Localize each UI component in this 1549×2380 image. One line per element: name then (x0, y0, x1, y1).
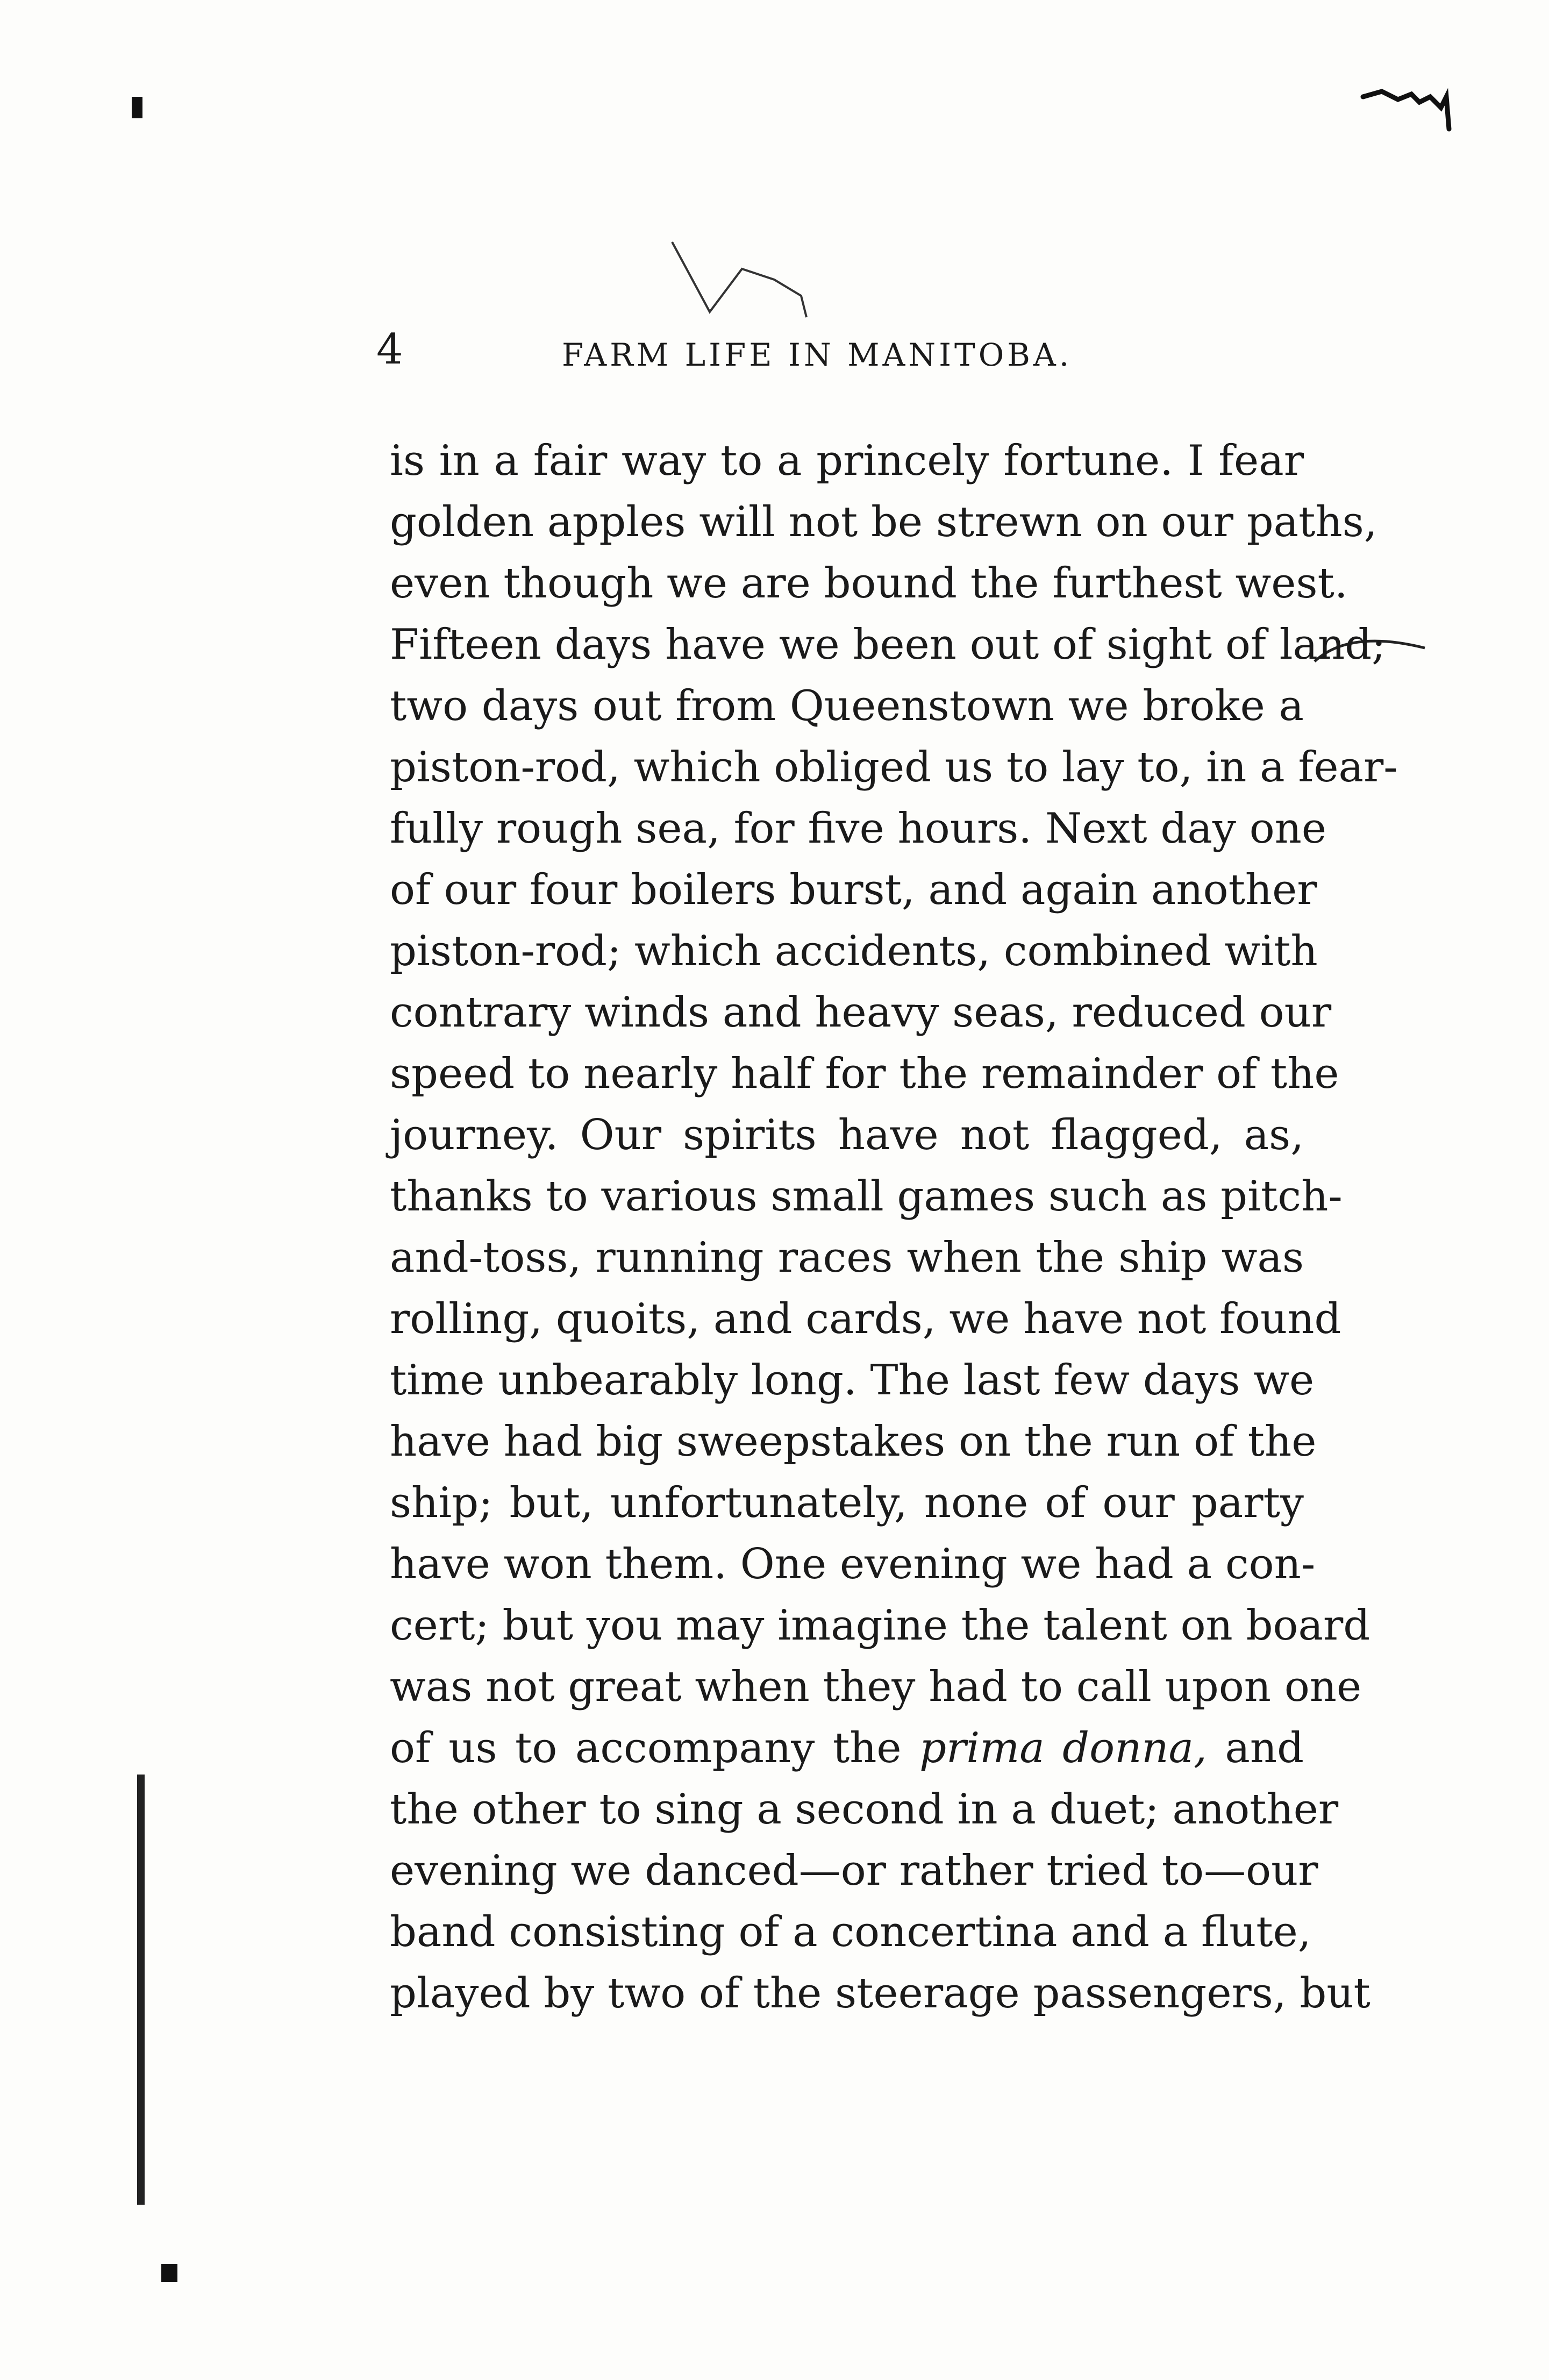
text-line: journey. Our spirits have not flagged, as, (390, 1111, 1304, 1159)
text-line: rolling, quoits, and cards, we have not found (390, 1295, 1341, 1343)
text-line: and-toss, running races when the ship was (390, 1234, 1304, 1282)
text-line: band consisting of a concertina and a flute, (390, 1908, 1311, 1956)
text-line: piston-rod; which accidents, combined with (390, 927, 1318, 975)
body-text (390, 430, 1398, 2024)
page-header (376, 323, 1317, 376)
page-number: 4 (376, 325, 403, 374)
text-line: played by two of the steerage passengers, but (390, 1969, 1370, 2018)
handwritten-page-mark (1360, 75, 1468, 134)
text-line: of our four boilers burst, and again another (390, 866, 1317, 914)
text-line: is in a fair way to a princely fortune. I fear (390, 437, 1304, 485)
text-line: Fifteen days have we been out of sight of land; (390, 621, 1386, 669)
text-line: contrary winds and heavy seas, reduced our (390, 988, 1332, 1037)
text-line: evening we danced—or rather tried to—our (390, 1847, 1318, 1895)
text-line-with-italic (390, 1718, 1304, 1779)
text-line: piston-rod, which obliged us to lay to, in a fear- (390, 743, 1398, 792)
text-line: speed to nearly half for the remainder of the (390, 1050, 1339, 1098)
text-line: time unbearably long. The last few days we (390, 1356, 1315, 1405)
pencil-check-mark (667, 237, 823, 323)
text-line: have won them. One evening we had a con- (390, 1540, 1316, 1588)
text-line: have had big sweepstakes on the run of the (390, 1417, 1317, 1466)
text-fragment: and (1207, 1724, 1304, 1772)
binding-speck-bottom (161, 2264, 177, 2282)
text-line: even though we are bound the furthest west. (390, 559, 1348, 608)
text-line: was not great when they had to call upon one (390, 1663, 1362, 1711)
text-fragment: of us to accompany the (390, 1724, 920, 1772)
running-title: FARM LIFE IN MANITOBA. (562, 337, 1073, 373)
text-line: golden apples will not be strewn on our paths, (390, 498, 1377, 546)
binding-shadow (137, 1775, 145, 2205)
text-line: fully rough sea, for five hours. Next day one (390, 804, 1327, 853)
text-line: cert; but you may imagine the talent on board (390, 1601, 1370, 1650)
binding-speck (132, 97, 142, 118)
text-line: thanks to various small games such as pitch- (390, 1172, 1343, 1221)
text-line: ship; but, unfortunately, none of our party (390, 1479, 1304, 1527)
text-line: the other to sing a second in a duet; another (390, 1785, 1339, 1834)
text-line: two days out from Queenstown we broke a (390, 682, 1304, 730)
italic-phrase: prima donna, (919, 1724, 1207, 1772)
